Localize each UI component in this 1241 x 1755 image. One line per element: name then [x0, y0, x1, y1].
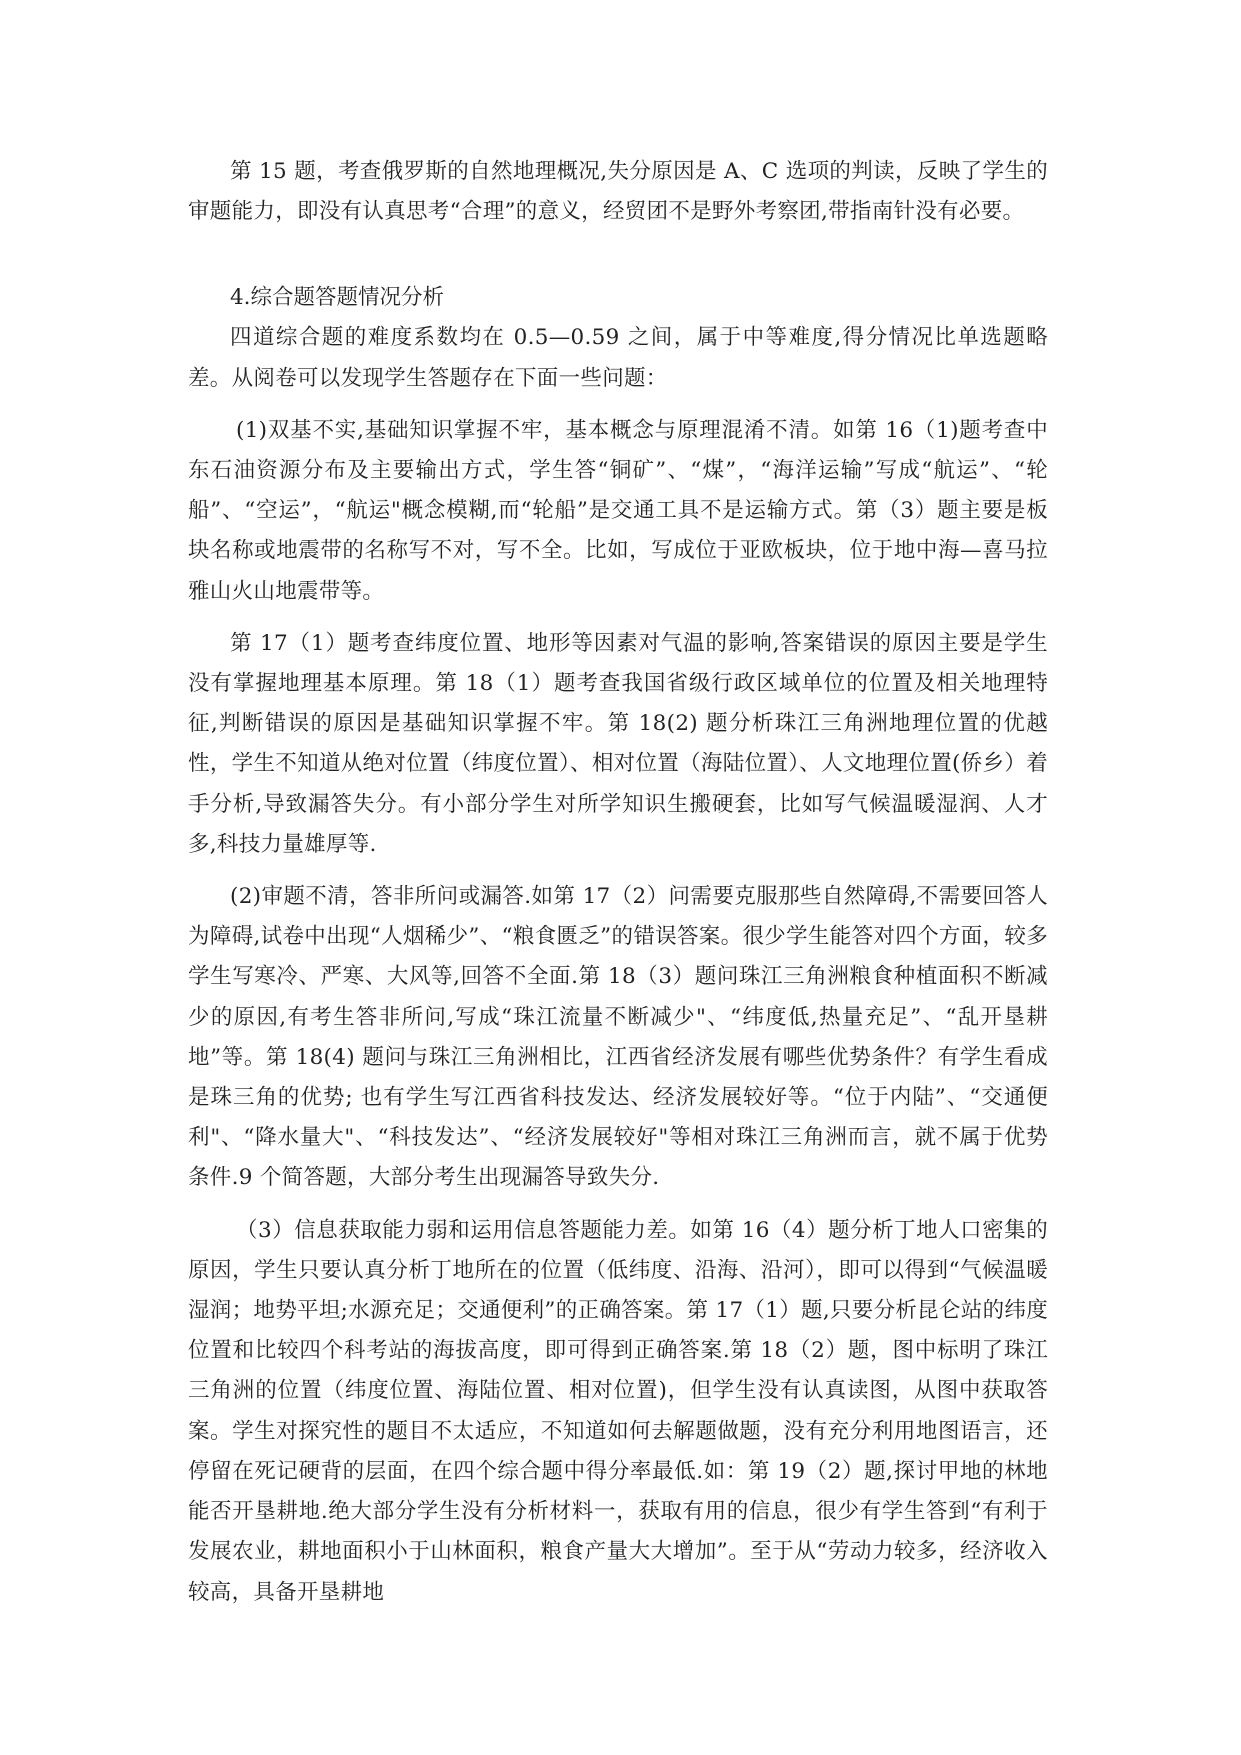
document-body	[188, 152, 1048, 1613]
paragraph-question-15: 第 15 题，考查俄罗斯的自然地理概况,失分原因是 A、C 选项的判读，反映了学生的审题能力，即没有认真思考“合理”的意义，经贸团不是野外考察团,带指南针没有必要。	[188, 159, 1048, 225]
paragraph-overview: 四道综合题的难度系数均在 0.5—0.59 之间，属于中等难度,得分情况比单选题略差。从阅卷可以发现学生答题存在下面一些问题：	[188, 325, 1048, 391]
paragraph-issue-3: （3）信息获取能力弱和运用信息答题能力差。如第 16（4）题分析丁地人口密集的原因，学生只要认真分析丁地所在的位置（低纬度、沿海、沿河），即可以得到“气候温暖湿润；地势平坦;水源充足；交通便利”的正确答案。第 17（1）题,只要分析昆仑站的纬度位置和比较四个科考站的海拔高度，即可得到正确答案.第 18（2）题，图中标明了珠江三角洲的位置（纬度位置、海陆位置、相对位置)，但学生没有认真读图，从图中获取答案。学生对探究性的题目不太适应，不知道如何去解题做题，没有充分利用地图语言，还停留在死记硬背的层面，在四个综合题中得分率最低.如：第 19（2）题,探讨甲地的林地能否开垦耕地.绝大部分学生没有分析材料一，获取有用的信息，很少有学生答到“有利于发展农业，耕地面积小于山林面积，粮食产量大大增加”。至于从“劳动力较多，经济收入较高，具备开垦耕地	[188, 1217, 1048, 1605]
paragraph-question-17-18: 第 17（1）题考查纬度位置、地形等因素对气温的影响,答案错误的原因主要是学生没有掌握地理基本原理。第 18（1）题考查我国省级行政区域单位的位置及相关地理特征,判断错误的原因是基础知识掌握不牢。第 18(2) 题分析珠江三角洲地理位置的优越性，学生不知道从绝对位置（纬度位置）、相对位置（海陆位置）、人文地理位置(侨乡）着手分析,导致漏答失分。有小部分学生对所学知识生搬硬套，比如写气候温暖湿润、人才多,科技力量雄厚等.	[188, 630, 1048, 857]
paragraph-issue-2: (2)审题不清，答非所问或漏答.如第 17（2）问需要克服那些自然障碍,不需要回答人为障碍,试卷中出现“人烟稀少”、“粮食匮乏”的错误答案。很少学生能答对四个方面，较多学生写寒冷、严寒、大风等,回答不全面.第 18（3）题问珠江三角洲粮食种植面积不断减少的原因,有考生答非所问,写成“珠江流量不断减少"、“纬度低,热量充足”、“乱开垦耕地”等。第 18(4) 题问与珠江三角洲相比，江西省经济发展有哪些优势条件？有学生看成是珠三角的优势; 也有学生写江西省科技发达、经济发展较好等。“位于内陆”、“交通便利"、“降水量大"、“科技发达”、“经济发展较好"等相对珠江三角洲而言，就不属于优势条件.9 个简答题，大部分考生出现漏答导致失分.	[188, 884, 1048, 1191]
paragraph-issue-1: (1)双基不实,基础知识掌握不牢，基本概念与原理混淆不清。如第 16（1)题考查中东石油资源分布及主要输出方式，学生答“铜矿”、“煤”，“海洋运输”写成“航运”、“轮船”、“空运”，“航运"概念模糊,而“轮船”是交通工具不是运输方式。第（3）题主要是板块名称或地震带的名称写不对，写不全。比如，写成位于亚欧板块，位于地中海—喜马拉雅山火山地震带等。	[188, 417, 1048, 604]
section-heading: 4.综合题答题情况分析	[230, 285, 445, 311]
